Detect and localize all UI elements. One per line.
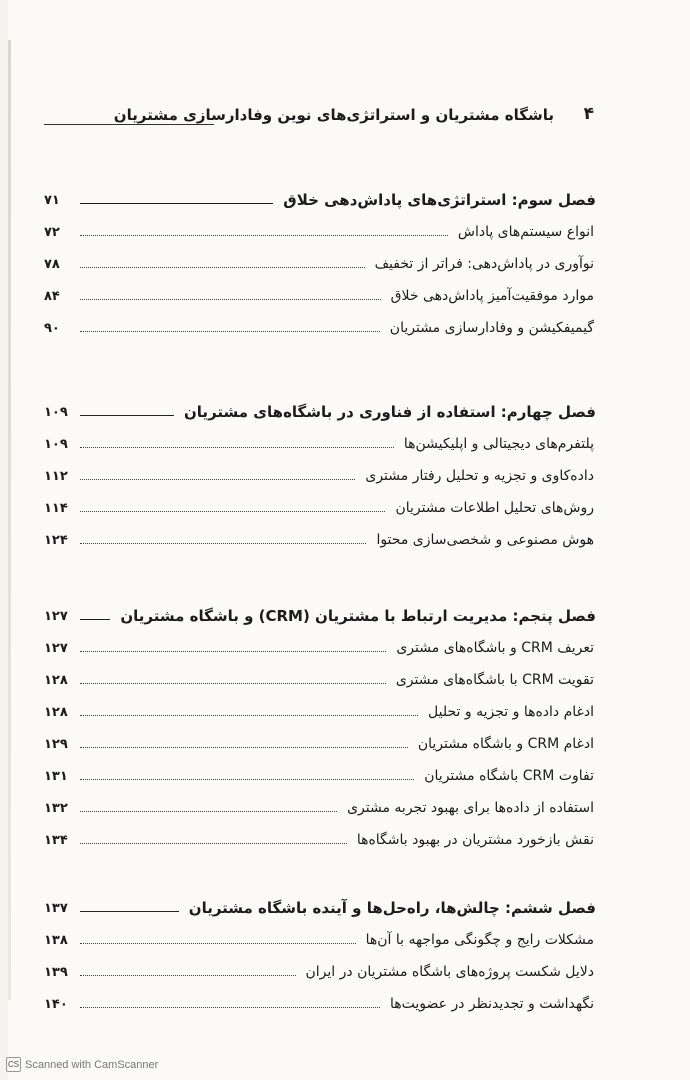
camscanner-icon: CS xyxy=(6,1057,21,1072)
toc-item-page: ۱۲۸ xyxy=(44,672,68,688)
toc-leader-dots xyxy=(80,843,347,844)
toc-item-title: نگهداشت و تجدیدنظر در عضویت‌ها xyxy=(389,996,594,1012)
toc-item-page: ۱۳۹ xyxy=(44,964,68,980)
page-edge-shadow xyxy=(8,40,11,1000)
toc-chapter-row[interactable] xyxy=(44,184,596,216)
toc-item-page: ۱۰۹ xyxy=(44,436,68,452)
toc-leader-dots xyxy=(80,235,448,236)
toc-leader-dots xyxy=(80,543,366,544)
toc-section-chapter-6 xyxy=(44,892,596,1020)
toc-item-row[interactable] xyxy=(44,428,596,460)
toc-leader-dots xyxy=(80,651,386,652)
toc-leader-dots xyxy=(80,1007,380,1008)
toc-leader-line xyxy=(80,415,174,416)
toc-leader-dots xyxy=(80,479,355,480)
toc-item-row[interactable] xyxy=(44,312,596,344)
toc-leader-dots xyxy=(80,747,408,748)
toc-item-row[interactable] xyxy=(44,824,596,856)
toc-item-row[interactable] xyxy=(44,956,596,988)
toc-item-title: ادغام CRM و باشگاه مشتریان xyxy=(417,736,594,752)
header-rule xyxy=(44,124,214,125)
toc-leader-dots xyxy=(80,299,381,300)
toc-leader-dots xyxy=(80,779,414,780)
toc-leader-dots xyxy=(80,447,394,448)
toc-item-row[interactable] xyxy=(44,792,596,824)
toc-leader-dots xyxy=(80,715,418,716)
toc-item-page: ۱۲۴ xyxy=(44,532,68,548)
toc-item-title: داده‌کاوی و تجزیه و تحلیل رفتار مشتری xyxy=(365,468,594,484)
toc-item-page: ۱۲۷ xyxy=(44,640,68,656)
toc-item-title: تفاوت CRM باشگاه مشتریان xyxy=(424,768,594,784)
toc-chapter-row[interactable] xyxy=(44,892,596,924)
toc-chapter-title: فصل چهارم: استفاده از فناوری در باشگاه‌های مشتریان xyxy=(184,403,596,421)
toc-item-title: نوآوری در پاداش‌دهی: فراتر از تخفیف xyxy=(374,256,594,272)
toc-leader-dots xyxy=(80,943,356,944)
toc-section-chapter-3 xyxy=(44,184,596,344)
toc-item-row[interactable] xyxy=(44,696,596,728)
toc-item-page: ۷۲ xyxy=(44,224,60,240)
toc-item-title: تقویت CRM با باشگاه‌های مشتری xyxy=(395,672,594,688)
toc-leader-line xyxy=(80,911,179,912)
toc-item-row[interactable] xyxy=(44,632,596,664)
toc-chapter-page: ۱۲۷ xyxy=(44,608,68,624)
toc-item-title: موارد موفقیت‌آمیز پاداش‌دهی خلاق xyxy=(390,288,594,304)
toc-item-title: مشکلات رایج و چگونگی مواجهه با آن‌ها xyxy=(365,932,594,948)
scanner-watermark xyxy=(6,1057,158,1072)
toc-item-page: ۱۲۹ xyxy=(44,736,68,752)
scanner-watermark-text: Scanned with CamScanner xyxy=(25,1058,159,1071)
toc-item-page: ۱۳۲ xyxy=(44,800,68,816)
toc-item-title: استفاده از داده‌ها برای بهبود تجربه مشتری xyxy=(347,800,594,816)
toc-item-row[interactable] xyxy=(44,728,596,760)
toc-item-row[interactable] xyxy=(44,248,596,280)
toc-item-title: نقش بازخورد مشتریان در بهبود باشگاه‌ها xyxy=(356,832,594,848)
toc-item-page: ۱۳۸ xyxy=(44,932,68,948)
toc-item-page: ۱۲۸ xyxy=(44,704,68,720)
toc-item-row[interactable] xyxy=(44,664,596,696)
toc-item-page: ۱۱۴ xyxy=(44,500,68,516)
toc-leader-line xyxy=(80,619,110,620)
toc-item-title: انواع سیستم‌های پاداش xyxy=(457,224,594,240)
toc-item-row[interactable] xyxy=(44,524,596,556)
toc-item-row[interactable] xyxy=(44,924,596,956)
toc-item-row[interactable] xyxy=(44,760,596,792)
toc-item-page: ۹۰ xyxy=(44,320,60,336)
toc-leader-dots xyxy=(80,267,365,268)
toc-leader-dots xyxy=(80,331,380,332)
toc-chapter-page: ۱۰۹ xyxy=(44,404,68,420)
toc-item-page: ۸۴ xyxy=(44,288,60,304)
toc-leader-dots xyxy=(80,975,296,976)
toc-item-page: ۱۳۱ xyxy=(44,768,68,784)
toc-item-row[interactable] xyxy=(44,460,596,492)
toc-chapter-page: ۱۳۷ xyxy=(44,900,68,916)
toc-leader-dots xyxy=(80,511,385,512)
toc-item-row[interactable] xyxy=(44,216,596,248)
toc-chapter-row[interactable] xyxy=(44,396,596,428)
toc-item-row[interactable] xyxy=(44,280,596,312)
toc-chapter-row[interactable] xyxy=(44,600,596,632)
toc-item-title: پلتفرم‌های دیجیتالی و اپلیکیشن‌ها xyxy=(403,436,594,452)
toc-item-title: تعریف CRM و باشگاه‌های مشتری xyxy=(396,640,594,656)
toc-item-title: روش‌های تحلیل اطلاعات مشتریان xyxy=(395,500,594,516)
toc-leader-line xyxy=(80,203,273,204)
toc-chapter-title: فصل پنجم: مدیریت ارتباط با مشتریان (CRM) و باشگاه مشتریان xyxy=(120,607,596,625)
toc-section-chapter-5 xyxy=(44,600,596,856)
toc-section-chapter-4 xyxy=(44,396,596,556)
toc-item-row[interactable] xyxy=(44,492,596,524)
header-running-title: باشگاه مشتریان و استراتژی‌های نوین وفادارسازی مشتریان xyxy=(113,106,554,124)
running-header xyxy=(44,102,594,132)
toc-chapter-title: فصل سوم: استراتژی‌های پاداش‌دهی خلاق xyxy=(283,191,596,209)
toc-leader-dots xyxy=(80,683,386,684)
toc-item-page: ۱۳۴ xyxy=(44,832,68,848)
toc-chapter-page: ۷۱ xyxy=(44,192,60,208)
toc-item-title: دلایل شکست پروژه‌های باشگاه مشتریان در ایران xyxy=(305,964,594,980)
toc-item-row[interactable] xyxy=(44,988,596,1020)
toc-item-page: ۱۱۲ xyxy=(44,468,68,484)
toc-chapter-title: فصل ششم: چالش‌ها، راه‌حل‌ها و آینده باشگاه مشتریان xyxy=(188,899,596,917)
toc-item-title: گیمیفکیشن و وفادارسازی مشتریان xyxy=(389,320,594,336)
toc-item-page: ۱۴۰ xyxy=(44,996,68,1012)
book-page xyxy=(8,0,690,1080)
header-page-number: ۴ xyxy=(583,104,594,124)
toc-item-title: هوش مصنوعی و شخصی‌سازی محتوا xyxy=(376,532,594,548)
toc-leader-dots xyxy=(80,811,337,812)
toc-item-title: ادغام داده‌ها و تجزیه و تحلیل xyxy=(428,704,594,720)
toc-item-page: ۷۸ xyxy=(44,256,60,272)
